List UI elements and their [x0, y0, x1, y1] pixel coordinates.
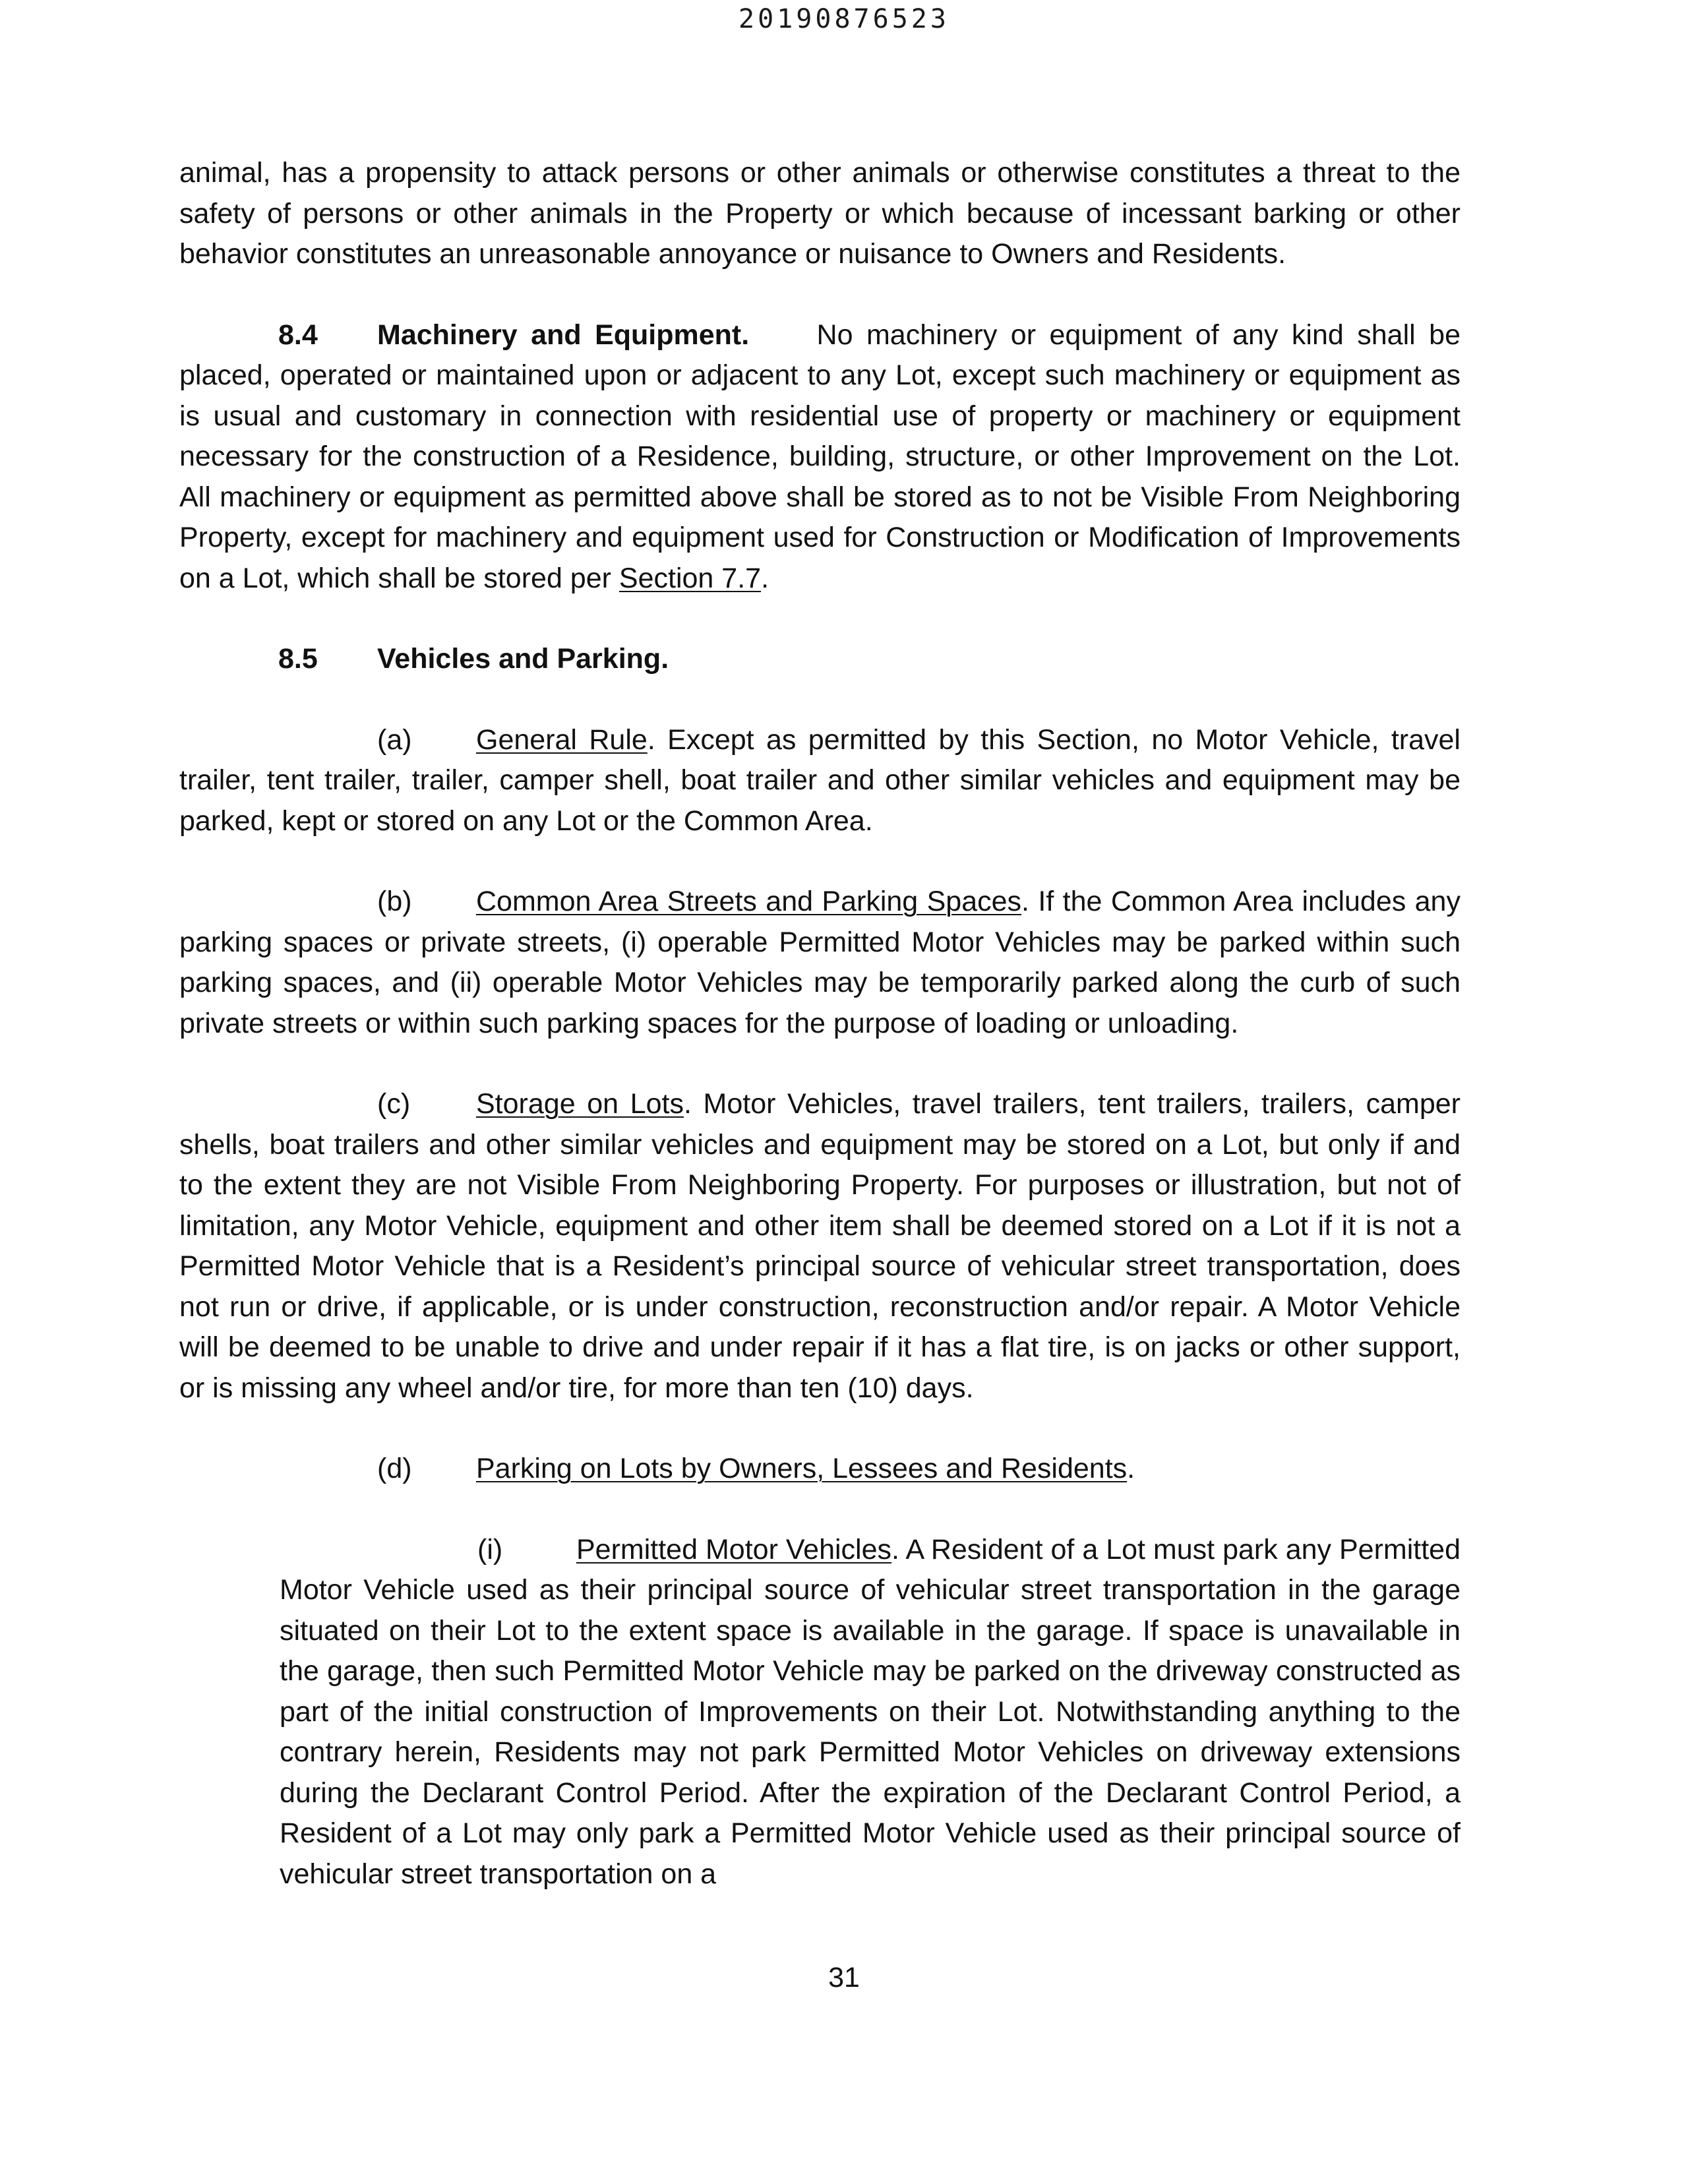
subsection-label: (b) [377, 886, 412, 917]
subsection-label: (i) [477, 1533, 503, 1565]
document-number: 20190876523 [738, 4, 950, 34]
subsection-b [179, 882, 1461, 1044]
section-text: No machinery or equipment of any kind shall be placed, operated or maintained upon or adjacent to any Lot, except such machinery or equipment as is usual and customary in connection with residential use of property or machinery or equipment necessary for the construction of a Residence, building, structure, or other Improvement on the Lot. All machinery or equipment as permitted above shall be stored as to not be Visible From Neighboring Property, except for machinery and equipment used for Construction or Modification of Improvements on a Lot, which shall be stored per [179, 318, 1461, 594]
subsection-d [179, 1449, 1461, 1490]
continuation-paragraph: animal, has a propensity to attack persons or other animals or otherwise constitutes a threat to the safety of persons or other animals in the Property or which because of incessant barking or other behavior constitutes an unreasonable annoyance or nuisance to Owners and Residents. [179, 157, 1461, 270]
subsection-text: . A Resident of a Lot must park any Permitted Motor Vehicle used as their principal source of vehicular street transportation in the garage situated on their Lot to the extent space is available in the garage. If space is unavailable in the garage, then such Permitted Motor Vehicle may be parked on the driveway constructed as part of the initial construction of Improvements on their Lot. Notwithstanding anything to the contrary herein, Residents may not park Permitted Motor Vehicles on driveway extensions during the Declarant Control Period. After the expiration of the Declarant Control Period, a Resident of a Lot may only park a Permitted Motor Vehicle used as their principal source of vehicular street transportation on a [280, 1533, 1461, 1890]
subsection-heading: Parking on Lots by Owners, Lessees and Residents [476, 1453, 1128, 1484]
subsection-a [179, 720, 1461, 842]
subsection-label: (d) [377, 1453, 412, 1484]
section-8-5 [179, 639, 1461, 680]
subsection-heading: Common Area Streets and Parking Spaces [476, 886, 1022, 917]
subsection-text: . If the Common Area includes any parking spaces or private streets, (i) operable Permitted Motor Vehicles may be parked within such parking spaces, and (ii) operable Motor Vehicles may be temporarily parked along the curb of such private streets or within such parking spaces for the purpose of loading or unloading. [179, 886, 1461, 1039]
page-number: 31 [828, 1962, 860, 1993]
section-title: Vehicles and Parking. [377, 643, 669, 675]
page-body [179, 153, 1461, 1895]
subsection-c [179, 1084, 1461, 1409]
section-number: 8.5 [278, 643, 318, 675]
subsection-text: . Except as permitted by this Section, no Motor Vehicle, travel trailer, tent trailer, trailer, camper shell, boat trailer and other similar vehicles and equipment may be parked, kept or stored on any Lot or the Common Area. [179, 723, 1461, 837]
section-number: 8.4 [278, 318, 318, 351]
section-8-4 [179, 315, 1461, 599]
subsection-end-punct: . [1127, 1453, 1135, 1484]
section-reference-link[interactable]: Section 7.7 [618, 562, 762, 594]
section-title: Machinery and Equipment. [377, 318, 750, 351]
subsection-d-i [280, 1530, 1461, 1895]
subsection-text: . Motor Vehicles, travel trailers, tent trailers, trailers, camper shells, boat trailers and other similar vehicles and equipment may be stored on a Lot, but only if and to the extent they are not Visible From Neighboring Property. For purposes or illustration, but not of limitation, any Motor Vehicle, equipment and other item shall be deemed stored on a Lot if it is not a Permitted Motor Vehicle that is a Resident’s principal source of vehicular street transportation, does not run or drive, if applicable, or is under construction, reconstruction and/or repair. A Motor Vehicle will be deemed to be unable to drive and under repair if it has a flat tire, is on jacks or other support, or is missing any wheel and/or tire, for more than ten (10) days. [179, 1088, 1461, 1404]
subsection-heading: General Rule [476, 723, 648, 756]
subsection-label: (a) [377, 723, 412, 756]
subsection-label: (c) [377, 1088, 411, 1120]
subsection-heading: Storage on Lots [476, 1088, 684, 1120]
subsection-heading: Permitted Motor Vehicles [576, 1533, 892, 1565]
section-end-punct: . [761, 562, 769, 594]
